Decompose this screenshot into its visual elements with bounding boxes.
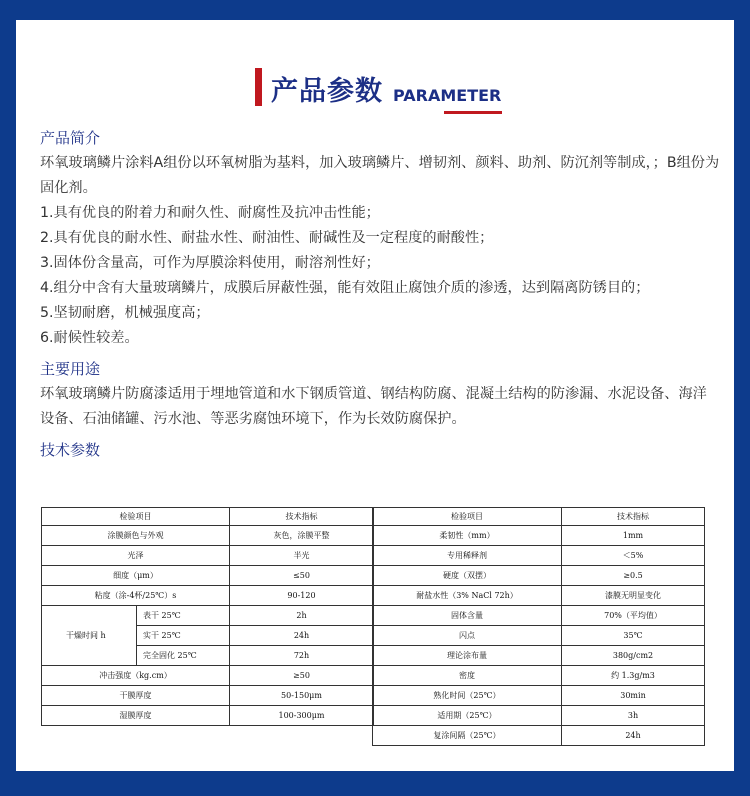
table-cell: 70%（平均值） — [562, 606, 705, 626]
description-body — [40, 126, 720, 463]
table-cell: 耐盐水性（3% NaCl 72h） — [373, 586, 562, 606]
table-cell: 90-120 — [230, 586, 374, 606]
section-title — [16, 46, 734, 106]
table-row — [373, 606, 705, 626]
table-row — [42, 566, 374, 586]
table-row — [373, 646, 705, 666]
table-cell: 灰色，涂膜平整 — [230, 526, 374, 546]
table-cell: 细度（μm） — [42, 566, 230, 586]
intro-heading: 产品简介 — [40, 129, 101, 147]
title-accent-bar — [255, 68, 262, 106]
table-cell: 漆膜无明显变化 — [562, 586, 705, 606]
table-header-cell: 技术指标 — [230, 508, 374, 526]
table-cell: 硬度（双摆） — [373, 566, 562, 586]
table-cell: 湿膜厚度 — [42, 706, 230, 726]
table-cell: 柔韧性（mm） — [373, 526, 562, 546]
table-cell: 半光 — [230, 546, 374, 566]
table-header-row — [42, 508, 374, 526]
table-row — [373, 686, 705, 706]
table-cell: ＜5% — [562, 546, 705, 566]
specs-heading: 技术参数 — [40, 441, 101, 459]
table-cell: 密度 — [373, 666, 562, 686]
table-cell: 35℃ — [562, 626, 705, 646]
table-row — [373, 526, 705, 546]
title-english: PARAMETER — [393, 86, 502, 105]
spec-table-right — [372, 507, 705, 746]
table-cell: 30min — [562, 686, 705, 706]
title-chinese: 产品参数 — [271, 76, 383, 107]
table-cell: 3h — [562, 706, 705, 726]
intro-line: 5.坚韧耐磨，机械强度高； — [40, 305, 210, 321]
table-row — [42, 686, 374, 706]
table-header-cell: 检验项目 — [42, 508, 230, 526]
intro-line: 6.耐候性较差。 — [40, 330, 139, 346]
table-row — [373, 666, 705, 686]
table-cell: 复涂间隔（25℃） — [373, 726, 562, 746]
table-row — [42, 706, 374, 726]
table-cell: 实干 25℃ — [137, 626, 230, 646]
table-cell: 24h — [562, 726, 705, 746]
table-row — [373, 726, 705, 746]
intro-line: 2.具有优良的耐水性、耐盐水性、耐油性、耐碱性及一定程度的耐酸性； — [40, 230, 494, 246]
table-cell: 完全固化 25℃ — [137, 646, 230, 666]
table-cell: 表干 25℃ — [137, 606, 230, 626]
table-cell: 专用稀释剂 — [373, 546, 562, 566]
table-cell: 涂膜颜色与外观 — [42, 526, 230, 546]
table-cell: ≥50 — [230, 666, 374, 686]
table-row — [373, 586, 705, 606]
table-cell: 2h — [230, 606, 374, 626]
table-cell: 约 1.3g/m3 — [562, 666, 705, 686]
table-cell: 固体含量 — [373, 606, 562, 626]
table-cell: ≤50 — [230, 566, 374, 586]
table-cell: ≥0.5 — [562, 566, 705, 586]
table-header-cell: 技术指标 — [562, 508, 705, 526]
table-header-row — [373, 508, 705, 526]
table-row — [42, 586, 374, 606]
table-row — [373, 706, 705, 726]
table-cell: 100-300μm — [230, 706, 374, 726]
intro-line: 1.具有优良的附着力和耐久性、耐腐性及抗冲击性能； — [40, 205, 380, 221]
intro-line: 环氧玻璃鳞片涂料A组份以环氧树脂为基料，加入玻璃鳞片、增韧剂、颜料、助剂、防沉剂等制成，；B组份为固化剂。 — [40, 155, 720, 196]
table-row — [373, 546, 705, 566]
usage-heading: 主要用途 — [40, 360, 101, 378]
table-cell: 24h — [230, 626, 374, 646]
table-row — [42, 666, 374, 686]
table-row — [373, 626, 705, 646]
table-cell: 闪点 — [373, 626, 562, 646]
intro-line: 3.固体份含量高，可作为厚膜涂料使用，耐溶剂性好； — [40, 255, 380, 271]
table-cell: 适用期（25℃） — [373, 706, 562, 726]
spec-table-left — [41, 507, 374, 726]
table-cell: 干膜厚度 — [42, 686, 230, 706]
table-row — [373, 566, 705, 586]
intro-line: 4.组分中含有大量玻璃鳞片，成膜后屏蔽性强，能有效阻止腐蚀介质的渗透，达到隔离防锈目的； — [40, 280, 650, 296]
table-row — [42, 526, 374, 546]
table-cell: 72h — [230, 646, 374, 666]
title-underline — [444, 111, 502, 114]
table-row — [42, 606, 374, 626]
table-cell: 380g/cm2 — [562, 646, 705, 666]
table-cell: 50-150μm — [230, 686, 374, 706]
table-header-cell: 检验项目 — [373, 508, 562, 526]
table-cell: 光泽 — [42, 546, 230, 566]
table-cell: 粘度（涂-4杯/25℃）s — [42, 586, 230, 606]
usage-text: 环氧玻璃鳞片防腐漆适用于埋地管道和水下钢质管道、钢结构防腐、混凝土结构的防渗漏、水泥设备、海洋设备、石油储罐、污水池、等恶劣腐蚀环境下，作为长效防腐保护。 — [40, 386, 707, 427]
table-cell: 冲击强度（kg.cm） — [42, 666, 230, 686]
table-cell: 熟化时间（25℃） — [373, 686, 562, 706]
content-panel — [16, 20, 734, 771]
table-cell: 理论涂布量 — [373, 646, 562, 666]
drying-time-label: 干燥时间 h — [42, 606, 137, 666]
table-cell: 1mm — [562, 526, 705, 546]
table-row — [42, 546, 374, 566]
